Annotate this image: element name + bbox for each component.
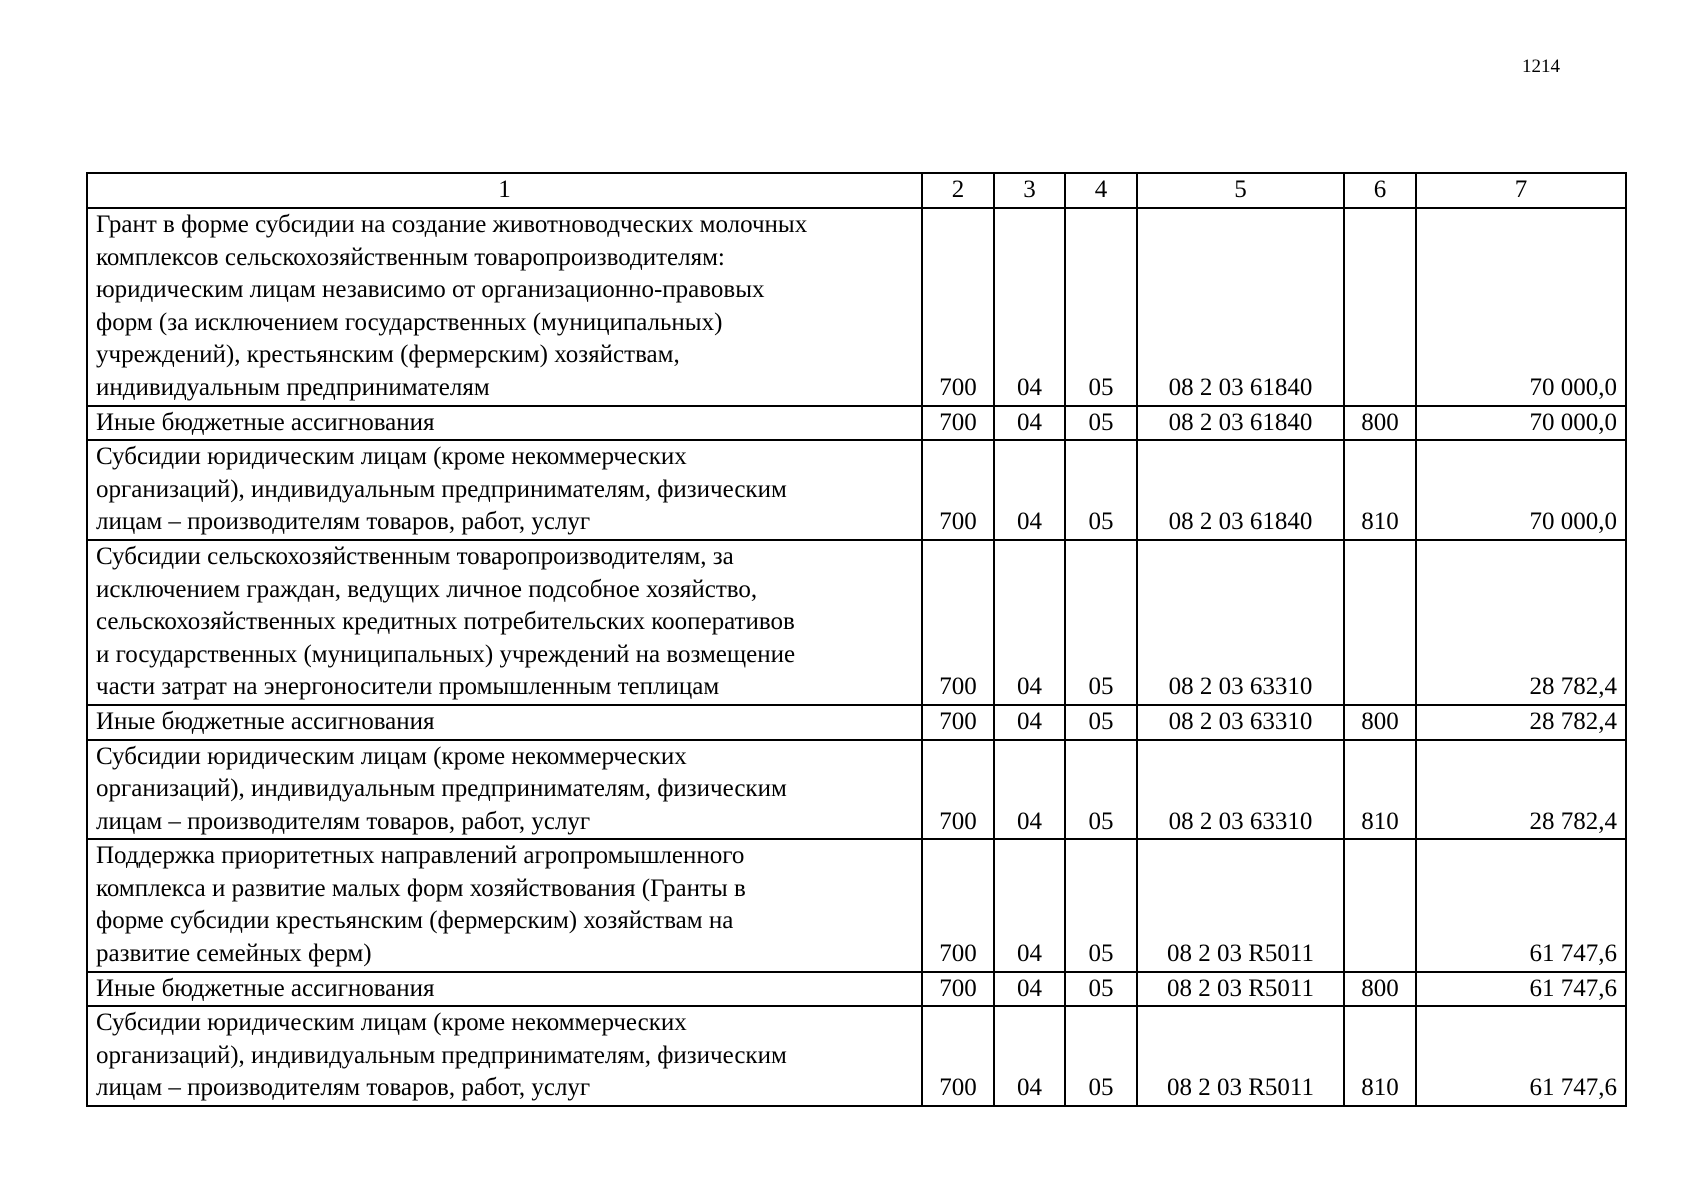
- cell-col6: 800: [1344, 972, 1416, 1007]
- description-line: форме субсидии крестьянским (фермерским) хозяйствам на: [96, 907, 734, 935]
- cell-description: [87, 208, 922, 406]
- cell-col2: 700: [922, 440, 994, 540]
- cell-description: [87, 440, 922, 540]
- header-cell-4: 4: [1065, 173, 1137, 208]
- cell-col4: 05: [1065, 740, 1137, 840]
- cell-description: [87, 540, 922, 705]
- description-line: Грант в форме субсидии на создание животноводческих молочных: [96, 211, 808, 238]
- cell-col3: 04: [994, 1006, 1065, 1106]
- cell-col5: 08 2 03 R5011: [1137, 839, 1344, 971]
- cell-col6: 810: [1344, 740, 1416, 840]
- description-line: части затрат на энергоносители промышленным теплицам: [96, 673, 720, 701]
- cell-col3: 04: [994, 740, 1065, 840]
- cell-col3: 04: [994, 705, 1065, 740]
- header-cell-1: 1: [87, 173, 922, 208]
- cell-col7: 70 000,0: [1416, 208, 1626, 406]
- cell-col6: 800: [1344, 705, 1416, 740]
- table-row: [87, 839, 1626, 971]
- table-row: [87, 406, 1626, 441]
- description-line: организаций), индивидуальным предпринимателям, физическим: [96, 1041, 787, 1069]
- cell-col3: 04: [994, 208, 1065, 406]
- cell-col6: 810: [1344, 440, 1416, 540]
- table-row: [87, 208, 1626, 406]
- description-line: лицам – производителям товаров, работ, услуг: [96, 508, 591, 536]
- cell-description: [87, 972, 922, 1007]
- description-line: сельскохозяйственных кредитных потребительских кооперативов: [96, 608, 795, 636]
- cell-col7: 28 782,4: [1416, 705, 1626, 740]
- cell-col4: 05: [1065, 208, 1137, 406]
- header-cell-2: 2: [922, 173, 994, 208]
- cell-col2: 700: [922, 406, 994, 441]
- description-line: Поддержка приоритетных направлений агропромышленного: [96, 842, 745, 870]
- cell-description: [87, 406, 922, 441]
- table-header-row: [87, 173, 1626, 208]
- budget-table: [86, 172, 1627, 1107]
- table-row: [87, 705, 1626, 740]
- description-line: комплексов сельскохозяйственным товаропроизводителям:: [96, 243, 725, 271]
- cell-col5: 08 2 03 61840: [1137, 440, 1344, 540]
- cell-description: [87, 705, 922, 740]
- cell-col4: 05: [1065, 1006, 1137, 1106]
- table-row: [87, 1006, 1626, 1106]
- cell-col5: 08 2 03 R5011: [1137, 1006, 1344, 1106]
- table-row: [87, 972, 1626, 1007]
- cell-col4: 05: [1065, 406, 1137, 441]
- page-number: 1214: [1522, 56, 1560, 77]
- description-line: Субсидии юридическим лицам (кроме некоммерческих: [96, 1009, 687, 1037]
- cell-col3: 04: [994, 972, 1065, 1007]
- description-line: лицам – производителям товаров, работ, услуг: [96, 1074, 591, 1102]
- cell-col7: 70 000,0: [1416, 406, 1626, 441]
- table-row: [87, 540, 1626, 705]
- cell-col5: 08 2 03 61840: [1137, 208, 1344, 406]
- cell-col5: 08 2 03 R5011: [1137, 972, 1344, 1007]
- cell-col2: 700: [922, 705, 994, 740]
- cell-col3: 04: [994, 839, 1065, 971]
- cell-col6: [1344, 540, 1416, 705]
- cell-col3: 04: [994, 440, 1065, 540]
- description-line: форм (за исключением государственных (муниципальных): [96, 308, 723, 336]
- budget-table-body: [87, 173, 1626, 1106]
- cell-description: [87, 1006, 922, 1106]
- description-line: Субсидии юридическим лицам (кроме некоммерческих: [96, 443, 687, 471]
- cell-col2: 700: [922, 208, 994, 406]
- cell-col6: 800: [1344, 406, 1416, 441]
- description-line: юридическим лицам независимо от организационно-правовых: [96, 276, 765, 304]
- cell-col2: 700: [922, 972, 994, 1007]
- cell-col7: 70 000,0: [1416, 440, 1626, 540]
- header-cell-5: 5: [1137, 173, 1344, 208]
- cell-col5: 08 2 03 63310: [1137, 705, 1344, 740]
- cell-col7: 28 782,4: [1416, 740, 1626, 840]
- description-line: Субсидии юридическим лицам (кроме некоммерческих: [96, 742, 687, 770]
- header-cell-7: 7: [1416, 173, 1626, 208]
- description-line: лицам – производителям товаров, работ, услуг: [96, 807, 591, 835]
- cell-description: [87, 740, 922, 840]
- cell-col5: 08 2 03 63310: [1137, 540, 1344, 705]
- cell-col4: 05: [1065, 705, 1137, 740]
- description-line: учреждений), крестьянским (фермерским) хозяйствам,: [96, 341, 680, 369]
- cell-col3: 04: [994, 406, 1065, 441]
- cell-col3: 04: [994, 540, 1065, 705]
- description-line: Иные бюджетные ассигнования: [96, 707, 435, 735]
- description-line: исключением граждан, ведущих личное подсобное хозяйство,: [96, 575, 758, 603]
- cell-col4: 05: [1065, 540, 1137, 705]
- description-line: и государственных (муниципальных) учреждений на возмещение: [96, 640, 796, 668]
- description-line: комплекса и развитие малых форм хозяйствования (Гранты в: [96, 874, 746, 902]
- cell-col6: [1344, 208, 1416, 406]
- description-line: организаций), индивидуальным предпринимателям, физическим: [96, 475, 787, 503]
- cell-col2: 700: [922, 740, 994, 840]
- cell-col4: 05: [1065, 972, 1137, 1007]
- cell-col6: [1344, 839, 1416, 971]
- description-line: организаций), индивидуальным предпринимателям, физическим: [96, 775, 787, 803]
- cell-col2: 700: [922, 540, 994, 705]
- description-line: Субсидии сельскохозяйственным товаропроизводителям, за: [96, 542, 734, 570]
- header-cell-3: 3: [994, 173, 1065, 208]
- cell-col7: 28 782,4: [1416, 540, 1626, 705]
- header-cell-6: 6: [1344, 173, 1416, 208]
- cell-col5: 08 2 03 63310: [1137, 740, 1344, 840]
- cell-description: [87, 839, 922, 971]
- table-row: [87, 440, 1626, 540]
- cell-col4: 05: [1065, 440, 1137, 540]
- table-row: [87, 740, 1626, 840]
- cell-col7: 61 747,6: [1416, 972, 1626, 1007]
- cell-col6: 810: [1344, 1006, 1416, 1106]
- cell-col5: 08 2 03 61840: [1137, 406, 1344, 441]
- cell-col4: 05: [1065, 839, 1137, 971]
- description-line: Иные бюджетные ассигнования: [96, 974, 435, 1002]
- cell-col2: 700: [922, 1006, 994, 1106]
- cell-col7: 61 747,6: [1416, 839, 1626, 971]
- description-line: индивидуальным предпринимателям: [96, 373, 490, 401]
- description-line: Иные бюджетные ассигнования: [96, 408, 435, 436]
- cell-col2: 700: [922, 839, 994, 971]
- description-line: развитие семейных ферм): [96, 940, 372, 968]
- cell-col7: 61 747,6: [1416, 1006, 1626, 1106]
